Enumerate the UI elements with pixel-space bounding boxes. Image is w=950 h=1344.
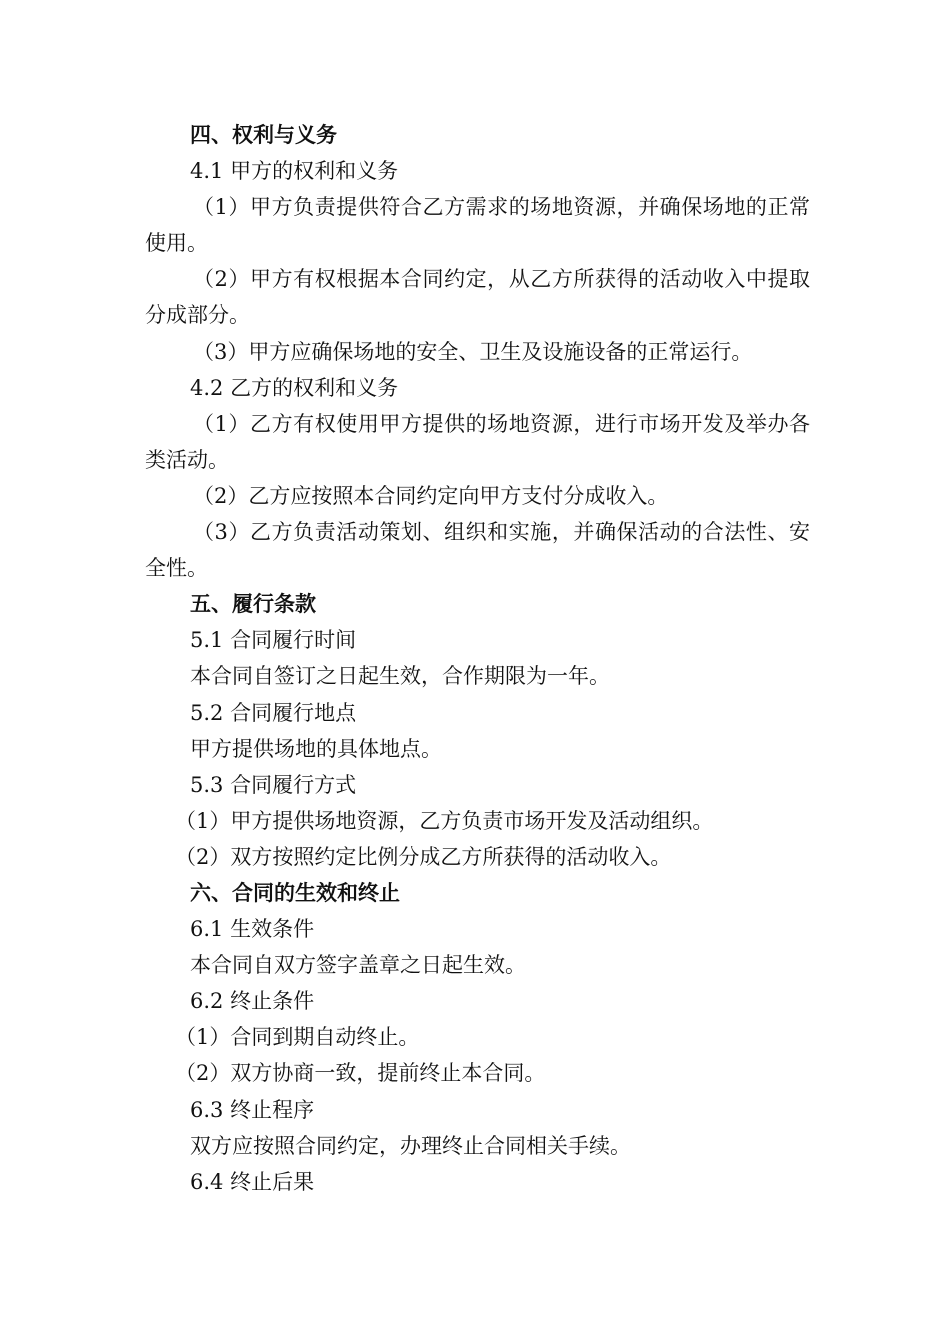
- subsection-title-party-a: 4.1 甲方的权利和义务: [190, 159, 399, 184]
- clause-text: 甲方提供场地的具体地点。: [190, 736, 442, 761]
- clause-paragraph: （2）乙方应按照本合同约定向甲方支付分成收入。: [193, 483, 669, 508]
- clause-text: 双方应按照合同约定，办理终止合同相关手续。: [190, 1133, 631, 1158]
- subsection-title-termination-conditions: 6.2 终止条件: [190, 989, 315, 1014]
- subsection-title-termination-procedure: 6.3 终止程序: [190, 1097, 315, 1122]
- subsection-title-method: 5.3 合同履行方式: [190, 772, 357, 797]
- clause-paragraph: （1）乙方有权使用甲方提供的场地资源，进行市场开发及举办各类活动。: [145, 411, 810, 472]
- section-heading-rights-obligations: 四、权利与义务: [190, 122, 337, 147]
- clause-paragraph: （2）甲方有权根据本合同约定，从乙方所获得的活动收入中提取分成部分。: [145, 267, 810, 328]
- subsection-title-location: 5.2 合同履行地点: [190, 700, 357, 725]
- clause-item: （2）双方协商一致，提前终止本合同。: [175, 1061, 546, 1086]
- clause-paragraph: （3）甲方应确保场地的安全、卫生及设施设备的正常运行。: [193, 339, 753, 364]
- clause-item: （2）双方按照约定比例分成乙方所获得的活动收入。: [175, 844, 672, 869]
- clause-text: 本合同自双方签字盖章之日起生效。: [190, 953, 526, 978]
- clause-item: （1）合同到期自动终止。: [175, 1025, 420, 1050]
- clause-paragraph: （3）乙方负责活动策划、组织和实施，并确保活动的合法性、安全性。: [145, 520, 810, 581]
- document-body: [145, 117, 810, 1200]
- clause-text: 本合同自签订之日起生效，合作期限为一年。: [190, 664, 610, 689]
- clause-item: （1）甲方提供场地资源，乙方负责市场开发及活动组织。: [175, 808, 714, 833]
- subsection-title-party-b: 4.2 乙方的权利和义务: [190, 375, 399, 400]
- section-heading-effect-termination: 六、合同的生效和终止: [190, 879, 400, 905]
- section-heading-performance: 五、履行条款: [190, 591, 316, 617]
- clause-paragraph: （1）甲方负责提供符合乙方需求的场地资源，并确保场地的正常使用。: [145, 195, 810, 256]
- subsection-title-termination-consequences: 6.4 终止后果: [190, 1169, 315, 1194]
- subsection-title-time: 5.1 合同履行时间: [190, 628, 357, 653]
- subsection-title-effect-conditions: 6.1 生效条件: [190, 917, 315, 942]
